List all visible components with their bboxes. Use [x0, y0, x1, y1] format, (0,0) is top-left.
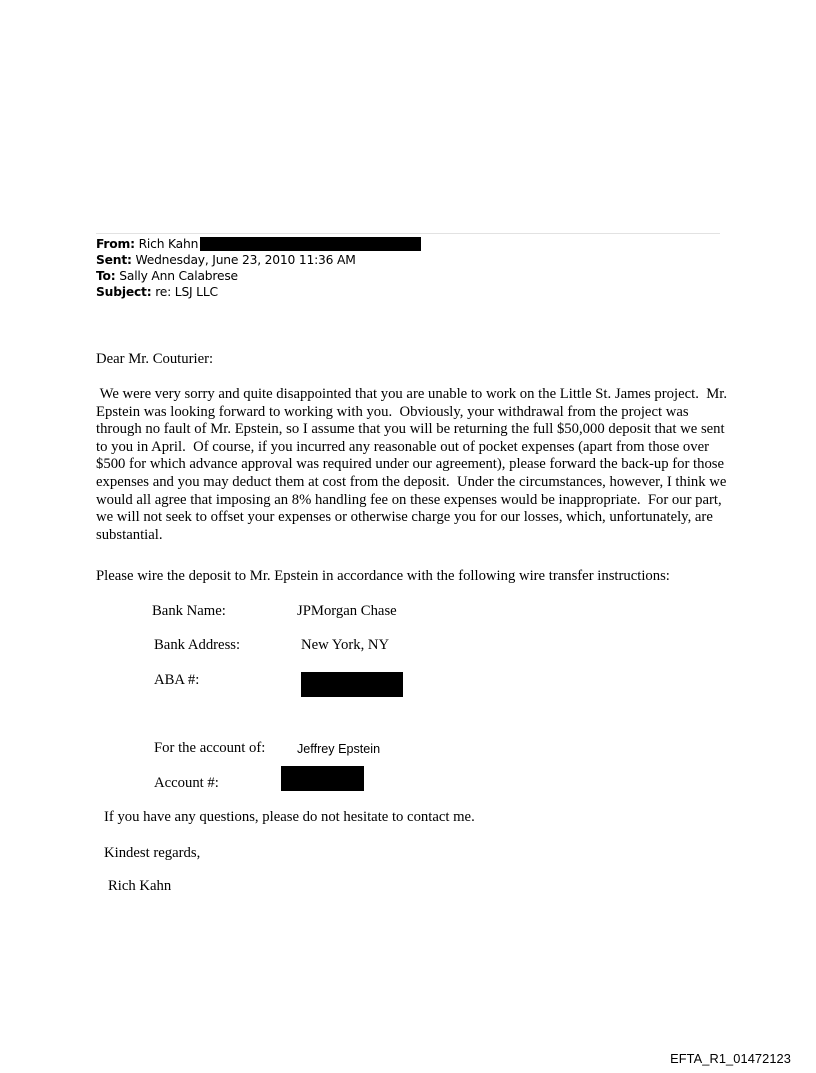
redacted-account-number: [281, 766, 364, 791]
sent-value: Wednesday, June 23, 2010 11:36 AM: [135, 253, 356, 267]
to-value: Sally Ann Calabrese: [119, 269, 238, 283]
account-number-label: Account #:: [154, 775, 219, 791]
from-value: Rich Kahn: [138, 237, 199, 251]
to-label: To:: [96, 269, 116, 283]
bank-address-value: New York, NY: [301, 637, 390, 653]
account-of-label: For the account of:: [154, 740, 266, 756]
closing-line: Kindest regards,: [104, 845, 201, 861]
to-row: [96, 268, 421, 284]
wire-intro: Please wire the deposit to Mr. Epstein in accordance with the following wire transfer instructions:: [96, 568, 670, 584]
redacted-email-address: [200, 237, 421, 251]
subject-label: Subject:: [96, 285, 152, 299]
header-divider: [96, 233, 720, 234]
from-row: [96, 236, 421, 252]
bank-name-value: JPMorgan Chase: [297, 603, 397, 619]
signature: Rich Kahn: [108, 878, 172, 894]
redacted-aba-number: [301, 672, 403, 697]
document-id: EFTA_R1_01472123: [670, 1051, 791, 1066]
subject-value: re: LSJ LLC: [155, 285, 218, 299]
from-label: From:: [96, 237, 135, 251]
account-of-value: Jeffrey Epstein: [297, 742, 381, 756]
bank-address-label: Bank Address:: [154, 637, 241, 653]
body-paragraph: We were very sorry and quite disappointed that you are unable to work on the Little St. James project. Mr. Epstein was looking forward to working with you. Obviously, your withdrawal from the project was through no fault of Mr. Epstein, so I assume that you will be returning the full $50,000 deposit that we sent to you in April. Of course, if you incurred any reasonable out of pocket expenses (apart from those over $500 for which advance approval was required under our agreement), please forward the back-up for those expenses and you may deduct them at cost from the deposit. Under the circumstances, however, I think we would all agree that imposing an 8% handling fee on these expenses would be inappropriate. For our part, we will not seek to offset your expenses or otherwise charge you for our losses, which, unfortunately, are substantial.: [96, 386, 731, 543]
questions-line: If you have any questions, please do not hesitate to contact me.: [104, 809, 475, 825]
email-header: [96, 236, 421, 300]
sent-row: [96, 252, 421, 268]
sent-label: Sent:: [96, 253, 132, 267]
salutation: Dear Mr. Couturier:: [96, 351, 214, 367]
subject-row: [96, 284, 421, 300]
bank-name-label: Bank Name:: [152, 603, 226, 619]
aba-label: ABA #:: [154, 672, 200, 688]
